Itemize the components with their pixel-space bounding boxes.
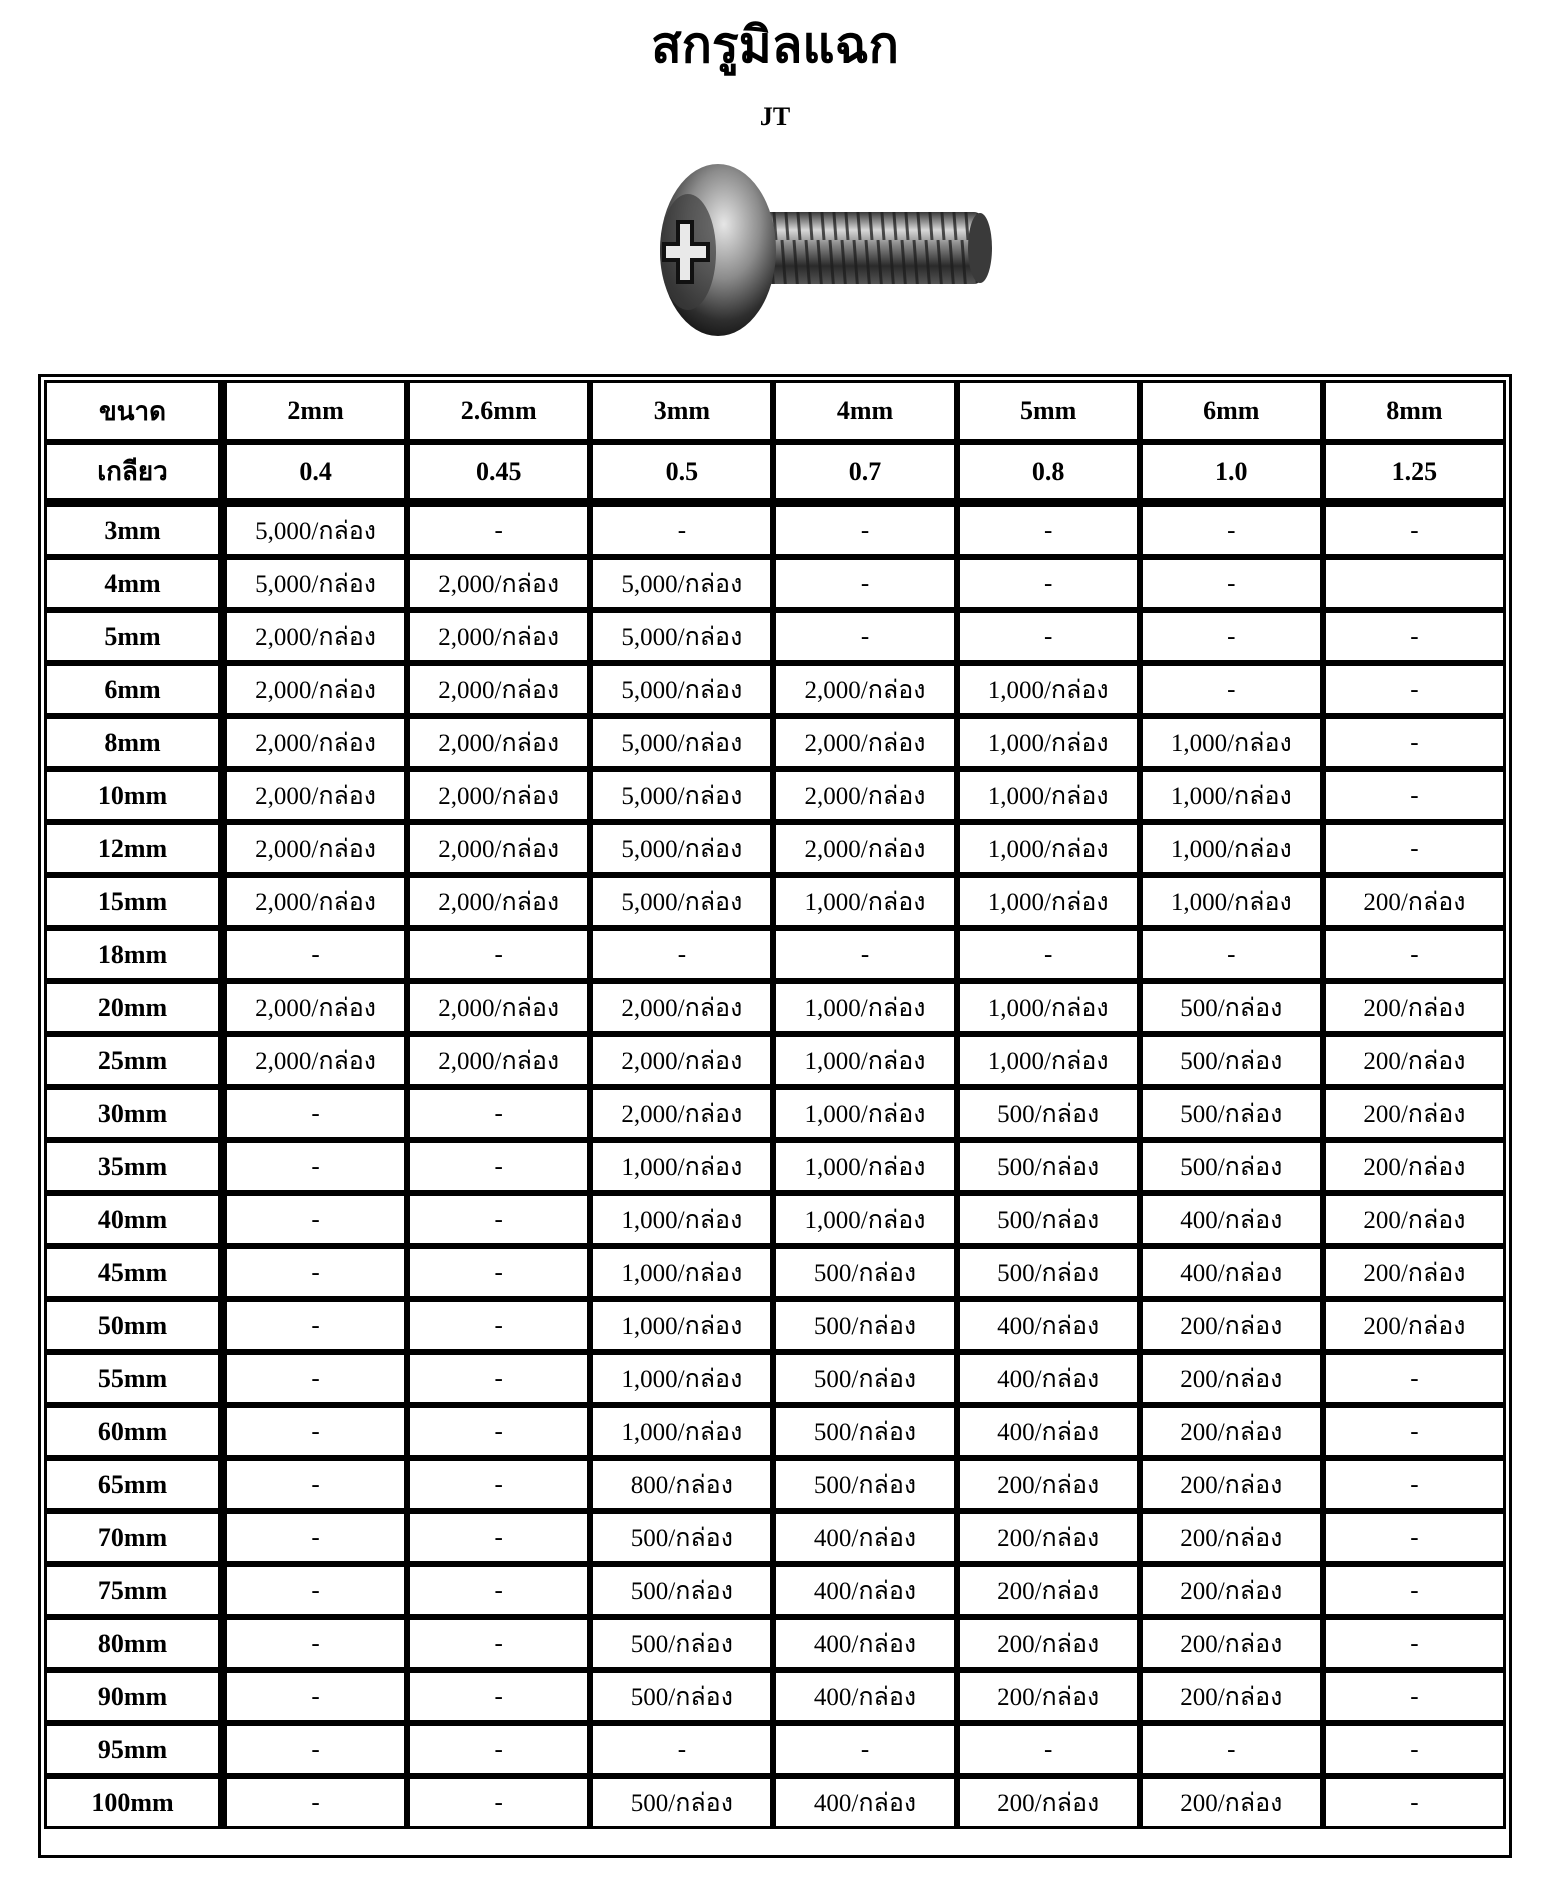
quantity-cell: 500/กล่อง [590, 1670, 773, 1723]
quantity-cell: - [1323, 928, 1506, 981]
table-row [44, 663, 1506, 716]
quantity-cell: - [224, 1087, 407, 1140]
quantity-cell: 200/กล่อง [957, 1511, 1140, 1564]
quantity-cell: 200/กล่อง [1323, 1034, 1506, 1087]
table-row [44, 1299, 1506, 1352]
quantity-cell: 200/กล่อง [957, 1617, 1140, 1670]
table-row [44, 1034, 1506, 1087]
quantity-cell: - [224, 1352, 407, 1405]
quantity-cell: 500/กล่อง [590, 1776, 773, 1829]
table-row [44, 1246, 1506, 1299]
quantity-cell: - [224, 1776, 407, 1829]
quantity-cell: 400/กล่อง [957, 1405, 1140, 1458]
quantity-cell: 400/กล่อง [773, 1617, 956, 1670]
quantity-cell: - [224, 1246, 407, 1299]
quantity-cell: - [1323, 663, 1506, 716]
quantity-cell: 5,000/กล่อง [590, 769, 773, 822]
quantity-cell: - [407, 1352, 590, 1405]
length-label: 18mm [44, 928, 224, 981]
quantity-cell: 5,000/กล่อง [590, 875, 773, 928]
table-row [44, 875, 1506, 928]
diameter-header: 2mm [224, 380, 407, 442]
quantity-cell: 200/กล่อง [1323, 981, 1506, 1034]
quantity-cell: 200/กล่อง [957, 1776, 1140, 1829]
quantity-cell: 1,000/กล่อง [590, 1299, 773, 1352]
diameter-header: 8mm [1323, 380, 1506, 442]
quantity-cell: 200/กล่อง [1140, 1405, 1323, 1458]
quantity-cell: 2,000/กล่อง [773, 716, 956, 769]
quantity-cell: 2,000/กล่อง [224, 822, 407, 875]
quantity-cell: 200/กล่อง [957, 1458, 1140, 1511]
length-label: 90mm [44, 1670, 224, 1723]
quantity-cell: - [773, 1723, 956, 1776]
table-row [44, 1140, 1506, 1193]
quantity-cell: - [1140, 610, 1323, 663]
quantity-cell: 1,000/กล่อง [773, 981, 956, 1034]
table-row [44, 1511, 1506, 1564]
quantity-cell: - [957, 504, 1140, 557]
table-row [44, 928, 1506, 981]
table-body [44, 504, 1506, 1829]
length-label: 35mm [44, 1140, 224, 1193]
thread-header: 1.25 [1323, 442, 1506, 504]
quantity-cell: - [1323, 610, 1506, 663]
length-label: 45mm [44, 1246, 224, 1299]
quantity-cell: 400/กล่อง [773, 1670, 956, 1723]
length-label: 30mm [44, 1087, 224, 1140]
quantity-cell: - [407, 1087, 590, 1140]
thread-header-row [44, 442, 1506, 504]
quantity-cell: - [773, 504, 956, 557]
quantity-cell: 500/กล่อง [957, 1140, 1140, 1193]
length-label: 40mm [44, 1193, 224, 1246]
table-row [44, 504, 1506, 557]
quantity-cell: - [407, 504, 590, 557]
table-row [44, 1352, 1506, 1405]
quantity-cell: 1,000/กล่อง [773, 1087, 956, 1140]
quantity-cell: 500/กล่อง [957, 1246, 1140, 1299]
quantity-cell [1323, 557, 1506, 610]
quantity-cell: - [957, 610, 1140, 663]
quantity-cell: - [224, 1458, 407, 1511]
quantity-cell: 200/กล่อง [1140, 1670, 1323, 1723]
quantity-cell: 200/กล่อง [1140, 1511, 1323, 1564]
table-row [44, 822, 1506, 875]
size-label: ขนาด [44, 380, 224, 442]
table-row [44, 1670, 1506, 1723]
quantity-cell: 200/กล่อง [1140, 1299, 1323, 1352]
table-row [44, 1617, 1506, 1670]
quantity-cell: 200/กล่อง [1323, 1193, 1506, 1246]
thread-header: 0.8 [957, 442, 1140, 504]
quantity-cell: - [1323, 769, 1506, 822]
quantity-cell: - [1140, 557, 1323, 610]
thread-header: 1.0 [1140, 442, 1323, 504]
quantity-cell: 1,000/กล่อง [590, 1405, 773, 1458]
quantity-cell: 5,000/กล่อง [590, 822, 773, 875]
quantity-cell: 1,000/กล่อง [1140, 769, 1323, 822]
table-row [44, 769, 1506, 822]
quantity-cell: - [590, 1723, 773, 1776]
quantity-cell: 200/กล่อง [1323, 1246, 1506, 1299]
quantity-cell: 400/กล่อง [957, 1299, 1140, 1352]
quantity-cell: 2,000/กล่อง [407, 557, 590, 610]
quantity-cell: 200/กล่อง [957, 1564, 1140, 1617]
quantity-cell: 1,000/กล่อง [957, 875, 1140, 928]
quantity-cell: 2,000/กล่อง [407, 875, 590, 928]
quantity-cell: 1,000/กล่อง [957, 1034, 1140, 1087]
quantity-cell: - [957, 557, 1140, 610]
quantity-cell: - [1140, 504, 1323, 557]
quantity-cell: 1,000/กล่อง [957, 822, 1140, 875]
price-table [44, 380, 1506, 1829]
quantity-cell: 2,000/กล่อง [773, 663, 956, 716]
quantity-cell: - [224, 1140, 407, 1193]
thread-header: 0.5 [590, 442, 773, 504]
quantity-cell: - [1140, 1723, 1323, 1776]
quantity-cell: - [407, 1776, 590, 1829]
quantity-cell: 1,000/กล่อง [773, 875, 956, 928]
quantity-cell: 2,000/กล่อง [224, 716, 407, 769]
quantity-cell: 5,000/กล่อง [590, 716, 773, 769]
thread-header: 0.45 [407, 442, 590, 504]
quantity-cell: 200/กล่อง [1140, 1564, 1323, 1617]
quantity-cell: - [957, 1723, 1140, 1776]
thread-label: เกลียว [44, 442, 224, 504]
length-label: 55mm [44, 1352, 224, 1405]
quantity-cell: - [1323, 1352, 1506, 1405]
diameter-header: 4mm [773, 380, 956, 442]
quantity-cell: - [407, 1564, 590, 1617]
quantity-cell: 5,000/กล่อง [590, 557, 773, 610]
quantity-cell: 500/กล่อง [957, 1193, 1140, 1246]
quantity-cell: 5,000/กล่อง [224, 504, 407, 557]
quantity-cell: 5,000/กล่อง [590, 663, 773, 716]
quantity-cell: - [1140, 928, 1323, 981]
quantity-cell: 400/กล่อง [773, 1564, 956, 1617]
quantity-cell: 2,000/กล่อง [773, 822, 956, 875]
length-label: 4mm [44, 557, 224, 610]
quantity-cell: 500/กล่อง [773, 1246, 956, 1299]
quantity-cell: 2,000/กล่อง [224, 610, 407, 663]
quantity-cell: - [407, 1458, 590, 1511]
quantity-cell: - [407, 1617, 590, 1670]
quantity-cell: 400/กล่อง [773, 1511, 956, 1564]
quantity-cell: - [773, 610, 956, 663]
quantity-cell: 200/กล่อง [1323, 1140, 1506, 1193]
quantity-cell: - [1323, 1617, 1506, 1670]
quantity-cell: - [1323, 822, 1506, 875]
length-label: 70mm [44, 1511, 224, 1564]
thread-header: 0.4 [224, 442, 407, 504]
length-label: 20mm [44, 981, 224, 1034]
quantity-cell: 500/กล่อง [957, 1087, 1140, 1140]
quantity-cell: 500/กล่อง [773, 1352, 956, 1405]
quantity-cell: 1,000/กล่อง [957, 716, 1140, 769]
diameter-header: 6mm [1140, 380, 1323, 442]
quantity-cell: - [957, 928, 1140, 981]
quantity-cell: - [407, 1670, 590, 1723]
quantity-cell: 1,000/กล่อง [957, 769, 1140, 822]
table-row [44, 981, 1506, 1034]
quantity-cell: 2,000/กล่อง [224, 769, 407, 822]
quantity-cell: 5,000/กล่อง [590, 610, 773, 663]
quantity-cell: - [407, 1140, 590, 1193]
quantity-cell: 2,000/กล่อง [590, 1087, 773, 1140]
table-row [44, 557, 1506, 610]
table-row [44, 716, 1506, 769]
length-label: 60mm [44, 1405, 224, 1458]
length-label: 5mm [44, 610, 224, 663]
quantity-cell: - [1323, 1511, 1506, 1564]
quantity-cell: 1,000/กล่อง [773, 1193, 956, 1246]
length-label: 6mm [44, 663, 224, 716]
quantity-cell: 500/กล่อง [1140, 1140, 1323, 1193]
phillips-pan-head-screw-icon [600, 160, 1010, 340]
quantity-cell: - [1323, 1405, 1506, 1458]
quantity-cell: 500/กล่อง [1140, 1034, 1323, 1087]
quantity-cell: - [407, 928, 590, 981]
length-label: 8mm [44, 716, 224, 769]
diameter-header: 5mm [957, 380, 1140, 442]
quantity-cell: 2,000/กล่อง [407, 663, 590, 716]
table-row [44, 1564, 1506, 1617]
quantity-cell: 2,000/กล่อง [773, 769, 956, 822]
diameter-header: 3mm [590, 380, 773, 442]
quantity-cell: 500/กล่อง [590, 1511, 773, 1564]
quantity-cell: 1,000/กล่อง [1140, 875, 1323, 928]
quantity-cell: 1,000/กล่อง [1140, 716, 1323, 769]
quantity-cell: - [590, 504, 773, 557]
quantity-cell: - [224, 1617, 407, 1670]
quantity-cell: 5,000/กล่อง [224, 557, 407, 610]
table-row [44, 1723, 1506, 1776]
quantity-cell: 200/กล่อง [1323, 1299, 1506, 1352]
length-label: 100mm [44, 1776, 224, 1829]
quantity-cell: - [773, 557, 956, 610]
quantity-cell: 2,000/กล่อง [407, 981, 590, 1034]
length-label: 15mm [44, 875, 224, 928]
page-subtitle: JT [759, 102, 791, 131]
quantity-cell: - [224, 1564, 407, 1617]
quantity-cell: - [407, 1723, 590, 1776]
quantity-cell: 500/กล่อง [590, 1617, 773, 1670]
quantity-cell: 2,000/กล่อง [224, 1034, 407, 1087]
quantity-cell: 1,000/กล่อง [590, 1352, 773, 1405]
length-label: 3mm [44, 504, 224, 557]
quantity-cell: 500/กล่อง [1140, 981, 1323, 1034]
quantity-cell: - [1323, 1723, 1506, 1776]
quantity-cell: 200/กล่อง [1323, 875, 1506, 928]
quantity-cell: 2,000/กล่อง [407, 769, 590, 822]
quantity-cell: - [1323, 1564, 1506, 1617]
length-label: 10mm [44, 769, 224, 822]
quantity-cell: 1,000/กล่อง [1140, 822, 1323, 875]
quantity-cell: 500/กล่อง [773, 1405, 956, 1458]
quantity-cell: 200/กล่อง [957, 1670, 1140, 1723]
length-label: 25mm [44, 1034, 224, 1087]
length-label: 12mm [44, 822, 224, 875]
quantity-cell: - [407, 1405, 590, 1458]
quantity-cell: - [1323, 1776, 1506, 1829]
quantity-cell: 200/กล่อง [1323, 1087, 1506, 1140]
quantity-cell: 1,000/กล่อง [773, 1140, 956, 1193]
quantity-cell: 400/กล่อง [1140, 1193, 1323, 1246]
length-label: 95mm [44, 1723, 224, 1776]
quantity-cell: 500/กล่อง [590, 1564, 773, 1617]
quantity-cell: - [224, 1670, 407, 1723]
quantity-cell: 2,000/กล่อง [407, 822, 590, 875]
table-row [44, 1458, 1506, 1511]
quantity-cell: - [1140, 663, 1323, 716]
quantity-cell: - [224, 1405, 407, 1458]
quantity-cell: - [224, 1193, 407, 1246]
quantity-cell: - [1323, 1458, 1506, 1511]
quantity-cell: 2,000/กล่อง [590, 1034, 773, 1087]
length-label: 80mm [44, 1617, 224, 1670]
quantity-cell: 2,000/กล่อง [407, 1034, 590, 1087]
table-row [44, 1776, 1506, 1829]
quantity-cell: 2,000/กล่อง [590, 981, 773, 1034]
table-row [44, 1405, 1506, 1458]
thread-header: 0.7 [773, 442, 956, 504]
quantity-cell: 400/กล่อง [773, 1776, 956, 1829]
quantity-cell: 1,000/กล่อง [957, 663, 1140, 716]
diameter-header: 2.6mm [407, 380, 590, 442]
quantity-cell: 200/กล่อง [1140, 1458, 1323, 1511]
quantity-cell: - [224, 1511, 407, 1564]
quantity-cell: - [773, 928, 956, 981]
quantity-cell: 2,000/กล่อง [407, 716, 590, 769]
page-title: สกรูมิลแฉก [651, 15, 899, 74]
table-row [44, 610, 1506, 663]
length-label: 65mm [44, 1458, 224, 1511]
quantity-cell: - [1323, 716, 1506, 769]
quantity-cell: - [407, 1193, 590, 1246]
quantity-cell: 1,000/กล่อง [957, 981, 1140, 1034]
quantity-cell: 1,000/กล่อง [590, 1246, 773, 1299]
quantity-cell: 500/กล่อง [1140, 1087, 1323, 1140]
table-row [44, 1087, 1506, 1140]
quantity-cell: - [1323, 1670, 1506, 1723]
diameter-header-row [44, 380, 1506, 442]
quantity-cell: 400/กล่อง [1140, 1246, 1323, 1299]
quantity-cell: 400/กล่อง [957, 1352, 1140, 1405]
quantity-cell: 200/กล่อง [1140, 1352, 1323, 1405]
quantity-cell: 200/กล่อง [1140, 1617, 1323, 1670]
quantity-cell: - [407, 1299, 590, 1352]
quantity-cell: - [407, 1511, 590, 1564]
quantity-cell: 2,000/กล่อง [407, 610, 590, 663]
quantity-cell: - [224, 1299, 407, 1352]
quantity-cell: - [224, 928, 407, 981]
length-label: 50mm [44, 1299, 224, 1352]
quantity-cell: 200/กล่อง [1140, 1776, 1323, 1829]
quantity-cell: - [1323, 504, 1506, 557]
quantity-cell: 500/กล่อง [773, 1458, 956, 1511]
quantity-cell: - [224, 1723, 407, 1776]
quantity-cell: 500/กล่อง [773, 1299, 956, 1352]
quantity-cell: 2,000/กล่อง [224, 875, 407, 928]
quantity-cell: - [407, 1246, 590, 1299]
quantity-cell: 1,000/กล่อง [590, 1193, 773, 1246]
table-row [44, 1193, 1506, 1246]
quantity-cell: 800/กล่อง [590, 1458, 773, 1511]
quantity-cell: - [590, 928, 773, 981]
length-label: 75mm [44, 1564, 224, 1617]
quantity-cell: 1,000/กล่อง [773, 1034, 956, 1087]
quantity-cell: 1,000/กล่อง [590, 1140, 773, 1193]
quantity-cell: 2,000/กล่อง [224, 663, 407, 716]
quantity-cell: 2,000/กล่อง [224, 981, 407, 1034]
